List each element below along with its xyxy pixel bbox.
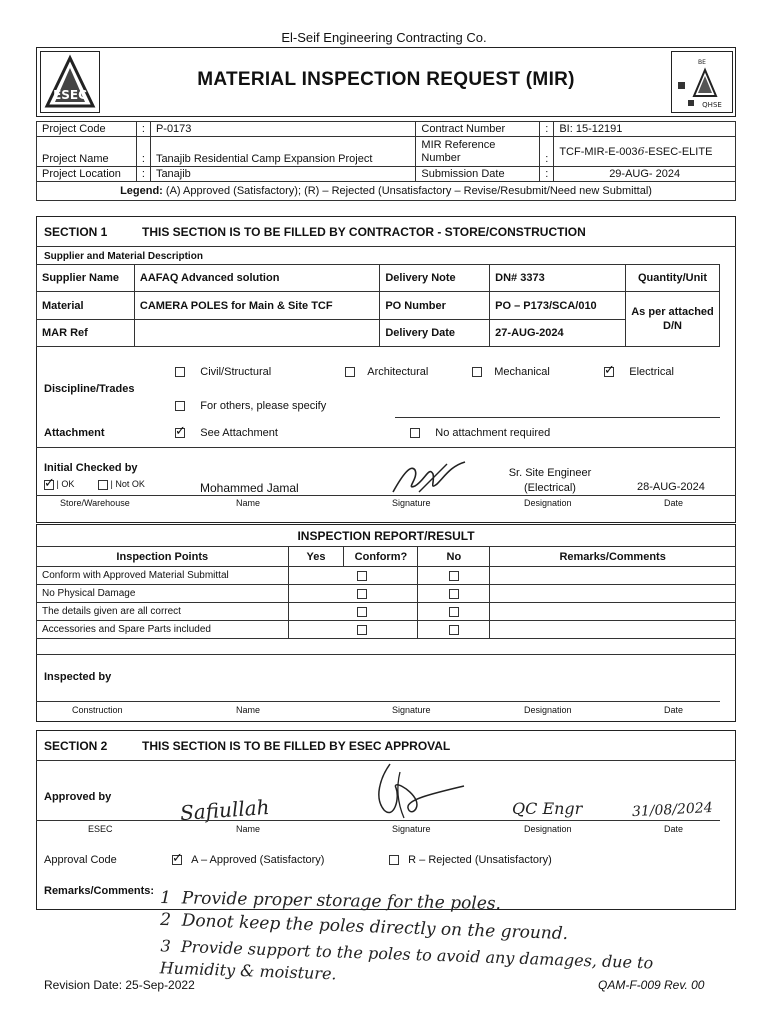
initial-checked-label: Initial Checked by: [44, 462, 138, 474]
mir-reference-label: MIR Reference Number: [416, 137, 540, 167]
discipline-others[interactable]: For others, please specify: [175, 400, 326, 412]
remark-3: 3 Provide support to the poles to avoid any damages, due to Humidity & moisture.: [159, 936, 654, 984]
see-attachment-option[interactable]: ✓ See Attachment: [175, 423, 278, 439]
project-location-label: Project Location: [37, 167, 137, 182]
approver-signature: [360, 758, 470, 828]
check-icon: ✓: [604, 362, 615, 378]
contract-number: BI: 15-12191: [554, 122, 736, 137]
submission-date-label: Submission Date: [416, 167, 540, 182]
approved-option[interactable]: ✓ A – Approved (Satisfactory): [172, 850, 325, 866]
foot-date: Date: [664, 824, 684, 834]
foot-signature: Signature: [392, 824, 431, 834]
company-name: El-Seif Engineering Contracting Co.: [281, 30, 487, 45]
ok-option[interactable]: ✓ | OK: [44, 474, 75, 490]
header-inspection-points: Inspection Points: [37, 547, 289, 567]
checkbox[interactable]: [175, 367, 185, 377]
qhse-logo-small: BE: [698, 59, 706, 66]
no-attachment-option[interactable]: No attachment required: [410, 427, 550, 439]
discipline-architectural[interactable]: Architectural: [345, 366, 428, 378]
checkbox[interactable]: [389, 855, 399, 865]
approval-code-label: Approval Code: [44, 854, 117, 866]
foot-construction: Construction: [72, 705, 123, 715]
checkbox[interactable]: [472, 367, 482, 377]
table-row: Conform with Approved Material Submittal: [37, 567, 736, 585]
material-label: Material: [37, 292, 135, 320]
inspected-by-label: Inspected by: [44, 671, 112, 683]
remarks-label: Remarks/Comments:: [44, 885, 155, 897]
checkbox[interactable]: [345, 367, 355, 377]
remarks-cell[interactable]: [490, 603, 736, 621]
checker-name: Mohammed Jamal: [200, 481, 299, 495]
remarks-cell[interactable]: [490, 621, 736, 639]
foot-designation: Designation: [524, 498, 572, 508]
legend: Legend: (A) Approved (Satisfactory); (R) – Rejected (Unsatisfactory – Revise/Resubmit/Need new Submittal): [37, 182, 736, 201]
foot-name: Name: [236, 824, 261, 834]
foot-date: Date: [664, 705, 684, 715]
project-name-label: Project Name: [37, 137, 137, 167]
supplier-name: AAFAQ Advanced solution: [134, 265, 379, 292]
approver-name: Safiullah: [179, 794, 271, 826]
checkbox-checked[interactable]: [44, 474, 55, 490]
check-icon: ✓: [44, 474, 55, 490]
checker-signature: [385, 456, 470, 498]
remark-number: 2: [159, 909, 172, 931]
delivery-date: 27-AUG-2024: [490, 320, 626, 347]
project-code-label: Project Code: [37, 122, 137, 137]
header-no: No: [418, 547, 490, 567]
svg-text:ESEC: ESEC: [53, 88, 87, 102]
yes-checkbox[interactable]: [357, 571, 367, 581]
mar-ref-label: MAR Ref: [37, 320, 135, 347]
project-info-table: Project Code : P-0173 Contract Number : BI: 15-12191 Project Name : Tanajib Residential Camp Expansion Project MIR Reference Number : TCF-MIR-E-0036-ESEC-ELITE Project Location : Tanajib Submission Date : 29-AUG- 2024 Legend: (A) Approved (Satisfactory); (R) – Rejected (Unsatisfactory – Revise/Resubmit/Need new Submittal): [36, 121, 736, 201]
quantity-unit-label: Quantity/Unit: [626, 265, 720, 292]
mir-handwritten-digit: 6: [637, 145, 645, 158]
delivery-note: DN# 3373: [490, 265, 626, 292]
delivery-date-label: Delivery Date: [380, 320, 490, 347]
quantity-unit: As per attached D/N: [626, 292, 720, 347]
checkbox-checked[interactable]: [175, 423, 186, 439]
table-row: No Physical Damage: [37, 585, 736, 603]
rejected-option[interactable]: R – Rejected (Unsatisfactory): [389, 854, 552, 866]
supplier-name-label: Supplier Name: [37, 265, 135, 292]
foot-signature: Signature: [392, 705, 431, 715]
not-ok-option[interactable]: | Not OK: [98, 479, 145, 490]
checkbox[interactable]: [175, 401, 185, 411]
no-checkbox[interactable]: [449, 589, 459, 599]
project-location: Tanajib: [150, 167, 415, 182]
header-remarks: Remarks/Comments: [490, 547, 736, 567]
remark-number: 3: [160, 936, 172, 956]
section2-title: THIS SECTION IS TO BE FILLED BY ESEC APPROVAL: [142, 739, 451, 753]
checker-designation: Sr. Site Engineer (Electrical): [508, 467, 592, 494]
approver-date: 31/08/2024: [631, 799, 714, 821]
section1-label: SECTION 1: [44, 225, 108, 239]
po-number-label: PO Number: [380, 292, 490, 320]
material: CAMERA POLES for Main & Site TCF: [134, 292, 379, 320]
remark-1: 1 Provide proper storage for the poles.: [159, 888, 502, 914]
yes-checkbox[interactable]: [357, 625, 367, 635]
company-logo: [40, 51, 100, 113]
remark-number: 1: [159, 888, 172, 909]
inspection-table: [36, 546, 736, 639]
remark-2: 2 Donot keep the poles directly on the ground.: [159, 909, 569, 945]
delivery-note-label: Delivery Note: [380, 265, 490, 292]
po-number: PO – P173/SCA/010: [490, 292, 626, 320]
project-name: Tanajib Residential Camp Expansion Project: [150, 137, 415, 167]
checkbox-checked[interactable]: [172, 850, 183, 866]
checkbox-checked[interactable]: [604, 362, 615, 378]
foot-designation: Designation: [524, 824, 572, 834]
section2-label: SECTION 2: [44, 739, 108, 753]
qhse-logo-text: QHSE: [702, 101, 722, 109]
page-title: MATERIAL INSPECTION REQUEST (MIR): [197, 69, 575, 90]
form-code: QAM-F-009 Rev. 00: [598, 978, 705, 992]
section1-title: THIS SECTION IS TO BE FILLED BY CONTRACTOR - STORE/CONSTRUCTION: [142, 225, 586, 239]
contract-number-label: Contract Number: [416, 122, 540, 137]
supplier-table: [36, 264, 720, 347]
checker-date: 28-AUG-2024: [637, 481, 705, 493]
no-checkbox[interactable]: [449, 607, 459, 617]
foot-store: Store/Warehouse: [60, 498, 130, 508]
yes-checkbox[interactable]: [357, 589, 367, 599]
discipline-label: Discipline/Trades: [44, 383, 135, 395]
discipline-mechanical[interactable]: Mechanical: [472, 366, 550, 378]
yes-checkbox[interactable]: [357, 607, 367, 617]
header-conform: Conform?: [344, 547, 418, 567]
approved-by-label: Approved by: [44, 791, 112, 803]
foot-signature: Signature: [392, 498, 431, 508]
mir-reference: TCF-MIR-E-0036-ESEC-ELITE: [554, 137, 736, 167]
foot-designation: Designation: [524, 705, 572, 715]
checkbox[interactable]: [98, 480, 108, 490]
foot-name: Name: [236, 705, 261, 715]
attachment-label: Attachment: [44, 427, 105, 439]
header-yes: Yes: [288, 547, 344, 567]
table-row: The details given are all correct: [37, 603, 736, 621]
submission-date: 29-AUG- 2024: [554, 167, 736, 182]
check-icon: ✓: [175, 423, 186, 439]
approver-designation: QC Engr: [512, 799, 583, 818]
no-checkbox[interactable]: [449, 625, 459, 635]
project-code: P-0173: [150, 122, 415, 137]
remarks-cell[interactable]: [490, 567, 736, 585]
mar-ref: [134, 320, 379, 347]
supplier-heading: Supplier and Material Description: [44, 251, 203, 262]
others-line: [395, 417, 720, 418]
no-checkbox[interactable]: [449, 571, 459, 581]
foot-date: Date: [664, 498, 684, 508]
checkbox[interactable]: [410, 428, 420, 438]
revision-date: Revision Date: 25-Sep-2022: [44, 978, 195, 992]
table-row: Accessories and Spare Parts included: [37, 621, 736, 639]
qhse-logo: [671, 51, 733, 113]
discipline-civil[interactable]: Civil/Structural: [175, 366, 271, 378]
remarks-cell[interactable]: [490, 585, 736, 603]
discipline-electrical[interactable]: ✓ Electrical: [604, 362, 674, 378]
check-icon: ✓: [172, 850, 183, 866]
foot-esec: ESEC: [88, 824, 113, 834]
inspection-title: INSPECTION REPORT/RESULT: [297, 529, 475, 543]
foot-name: Name: [236, 498, 261, 508]
